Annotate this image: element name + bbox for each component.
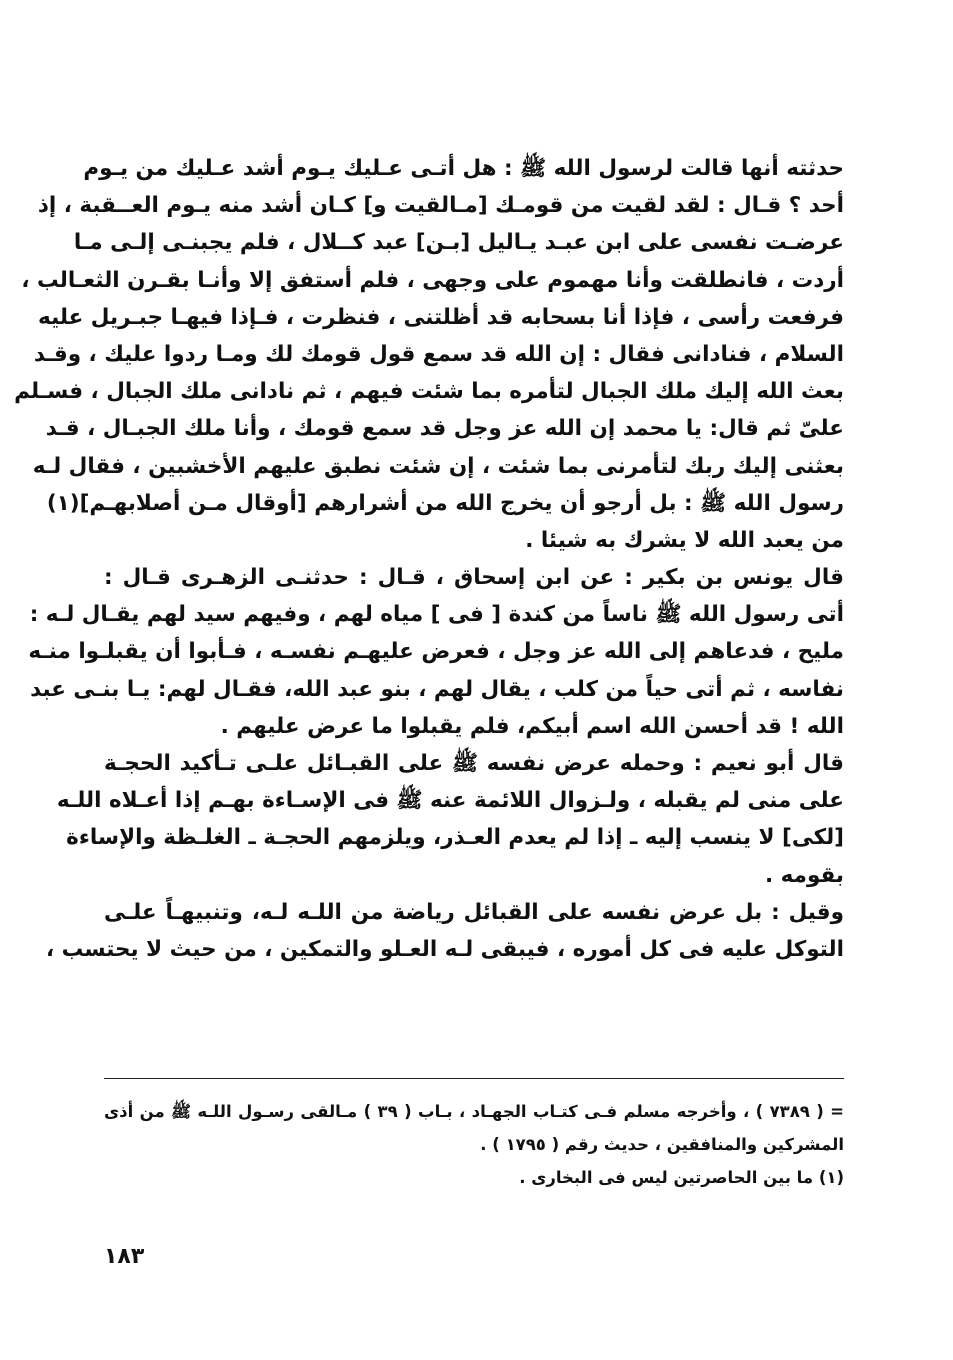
text-line: نفاسه ، ثم أتى حياً من كلب ، يقال لهم ، بنو عبد الله، فقـال لهم: يـا بنـى عبد <box>30 676 844 702</box>
text-line: حدثته أنها قالت لرسول الله ﷺ : هل أتـى عـليك يـوم أشد عـليك من يـوم <box>83 156 844 181</box>
text-line: الله ! قد أحسن الله اسم أبيكم، فلم يقبلوا ما عرض عليهم . <box>220 713 844 739</box>
text-line: أحد ؟ قـال : لقد لقيت من قومـك [مـالقيت و] كـان أشد منه يـوم العــقبة ، إذ <box>37 193 844 219</box>
footnote-1: (١) ما بين الحاصرتين ليس فى البخارى . <box>519 1168 844 1187</box>
text-line: وقيل : بل عرض نفسه على القبائل رياضة من اللـه لـه، وتنبيهـاً علـى <box>104 899 844 925</box>
text-line: التوكل عليه فى كل أموره ، فيبقى لـه العـلو والتمكين ، من حيث لا يحتسب ، <box>45 936 844 962</box>
text-line: بقومه . <box>764 862 844 888</box>
text-line: أردت ، فانطلقت وأنا مهموم على وجهى ، فلم أستفق إلا وأنـا بقـرن الثعـالب ، <box>21 267 844 293</box>
footnote-continuation-line: المشركين والمنافقين ، حديث رقم ( ١٧٩٥ ) . <box>480 1135 844 1154</box>
text-line: [لكى] لا ينسب إليه ـ إذا لم يعدم العـذر، ويلزمهم الحجـة ـ الغلـظة والإساءة <box>66 825 844 851</box>
text-line: عرضـت نفسى على ابن عبـد يـاليل [بـن] عبد كــلال ، فلم يجبنـى إلـى مـا <box>73 230 844 256</box>
footnote-continuation-line: = ( ٧٣٨٩ ) ، وأخرجه مسلم فـى كتـاب الجهـاد ، بـاب ( ٣٩ ) مـالقى رسـول اللـه ﷺ من أذى <box>104 1102 845 1121</box>
text-line: فرفعت رأسى ، فإذا أنا بسحابه قد أظلتنى ، فنظرت ، فـإذا فيهـا جبـريل عليه <box>38 304 844 330</box>
main-text-block <box>14 150 844 968</box>
text-line: على منى لم يقبله ، ولـزوال اللائمة عنه ﷺ فى الإسـاءة بهـم إذا أعـلاه اللـه <box>56 788 844 814</box>
text-line: السلام ، فنادانى فقال : إن الله قد سمع قول قومك لك ومـا ردوا عليك ، وقـد <box>33 341 844 367</box>
text-line: من يعبد الله لا يشرك به شيئا . <box>525 527 844 553</box>
page-number: ١٨٣ <box>104 1244 145 1269</box>
text-line: علىّ ثم قال: يا محمد إن الله عز وجل قد سمع قومك ، وأنا ملك الجبـال ، قـد <box>45 416 844 442</box>
footnote-divider <box>104 1078 844 1079</box>
text-line: رسول الله ﷺ : بل أرجو أن يخرج الله من أشرارهم [أوقال مـن أصلابهـم](١) <box>46 490 844 516</box>
footnotes-block <box>104 1095 844 1194</box>
text-line: أتى رسول الله ﷺ ناساً من كندة [ فى ] مياه لهم ، وفيهم سيد لهم يقـال لـه : <box>29 602 844 628</box>
text-line: قال أبو نعيم : وحمله عرض نفسه ﷺ على القبـائل علـى تـأكيد الحجـة <box>104 751 844 776</box>
text-line: قال يونس بن بكير : عن ابن إسحاق ، قـال : حدثنـى الزهـرى قـال : <box>104 565 844 591</box>
text-line: بعث الله إليك ملك الجبال لتأمره بما شئت فيهم ، ثم نادانى ملك الجبال ، فسـلم <box>14 379 844 405</box>
text-line: بعثنى إليك ربك لتأمرنى بما شئت ، إن شئت نطبق عليهم الأخشبين ، فقال لـه <box>32 453 844 479</box>
text-line: مليح ، فدعاهم إلى الله عز وجل ، فعرض عليهـم نفسـه ، فـأبوا أن يقبلـوا منـه <box>28 639 844 665</box>
